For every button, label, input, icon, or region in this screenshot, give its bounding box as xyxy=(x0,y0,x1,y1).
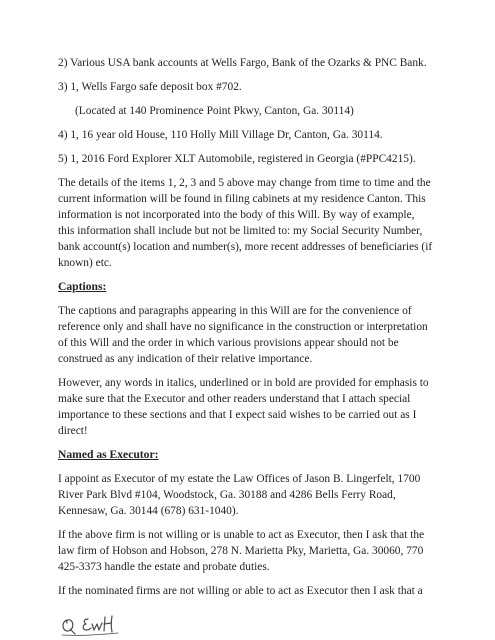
captions-p2-line-2: make sure that the Executor and other readers understand that I attach special xyxy=(58,393,411,405)
list-item-4: 4) 1, 16 year old House, 110 Holly Mill Village Dr, Canton, Ga. 30114. xyxy=(58,129,383,141)
executor-p1-line-3: Kennesaw, Ga. 30144 (678) 631-1040). xyxy=(58,505,239,517)
executor-heading: Named as Executor: xyxy=(58,448,159,461)
captions-p2-line-3: importance to these sections and that I expect said wishes to be carried out as I xyxy=(58,409,417,421)
details-line-2: current information will be found in filing cabinets at my residence Canton. This xyxy=(58,193,426,205)
details-line-5: bank account(s) location and number(s), more recent addresses of beneficiaries (if xyxy=(58,241,433,253)
list-item-2: 2) Various USA bank accounts at Wells Fargo, Bank of the Ozarks & PNC Bank. xyxy=(58,57,427,69)
captions-p2-line-4: direct! xyxy=(58,425,88,437)
executor-p2-line-1: If the above firm is not willing or is unable to act as Executor, then I ask that the xyxy=(58,529,425,541)
details-line-3: information is not incorporated into the body of this Will. By way of example, xyxy=(58,209,415,221)
executor-p3-line-1: If the nominated firms are not willing or able to act as Executor then I ask that a xyxy=(58,585,423,597)
list-item-3: 3) 1, Wells Fargo safe deposit box #702. xyxy=(58,81,242,93)
captions-p2-line-1: However, any words in italics, underlined or in bold are provided for emphasis to xyxy=(58,377,429,389)
details-line-4: this information shall include but not be limited to: my Social Security Number, xyxy=(58,225,423,237)
list-item-3-location: (Located at 140 Prominence Point Pkwy, Canton, Ga. 30114) xyxy=(75,105,354,117)
handwritten-initials xyxy=(58,608,128,638)
executor-p1-line-2: River Park Blvd #104, Woodstock, Ga. 30188 and 4286 Bells Ferry Road, xyxy=(58,489,396,501)
executor-p2-line-2: law firm of Hobson and Hobson, 278 N. Marietta Pky, Marietta, Ga. 30060, 770 xyxy=(58,545,424,557)
captions-p1-line-3: of this Will and the order in which various provisions appear should not be xyxy=(58,337,399,349)
captions-p1-line-2: reference only and shall have no significance in the construction or interpretation xyxy=(58,321,428,333)
captions-p1-line-4: construed as any indication of their relative importance. xyxy=(58,353,313,365)
details-line-6: known) etc. xyxy=(58,257,112,269)
executor-p1-line-1: I appoint as Executor of my estate the Law Offices of Jason B. Lingerfelt, 1700 xyxy=(58,473,421,485)
details-line-1: The details of the items 1, 2, 3 and 5 above may change from time to time and the xyxy=(58,177,431,189)
captions-heading: Captions: xyxy=(58,280,107,293)
captions-p1-line-1: The captions and paragraphs appearing in this Will are for the convenience of xyxy=(58,305,412,317)
executor-p2-line-3: 425-3373 handle the estate and probate duties. xyxy=(58,561,270,573)
list-item-5: 5) 1, 2016 Ford Explorer XLT Automobile, registered in Georgia (#PPC4215). xyxy=(58,153,416,165)
